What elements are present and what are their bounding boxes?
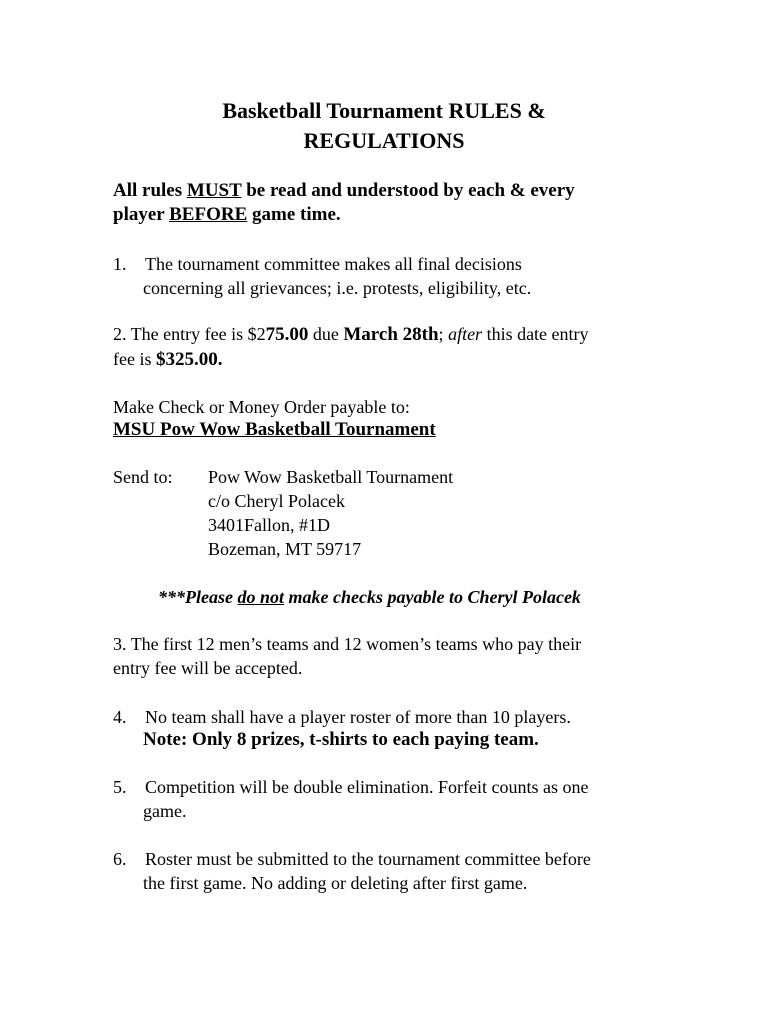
intro-text-1: All rules: [113, 180, 187, 201]
late-fee: $325.00.: [155, 349, 223, 370]
intro-before: BEFORE: [169, 204, 248, 225]
rule-2-text-1: 2. The entry fee is $2: [113, 324, 266, 344]
warning-do-not: do not: [237, 587, 284, 607]
rule-2-text-3: ;: [438, 324, 449, 344]
rule-6-line-2: the first game. No adding or deleting after first game.: [143, 873, 528, 893]
rule-4-line-1: No team shall have a player roster of more than 10 players.: [145, 707, 571, 727]
rule-5-number: 5.: [113, 777, 127, 797]
warning-text-2: make checks payable to Cheryl Polacek: [284, 587, 581, 607]
mailing-address: [208, 465, 453, 561]
intro-must: MUST: [186, 180, 242, 201]
payable-line: Make Check or Money Order payable to:: [113, 397, 410, 417]
document-title: [0, 96, 768, 156]
entry-fee: 75.00: [265, 324, 309, 345]
address-line-2: c/o Cheryl Polacek: [208, 491, 345, 511]
rule-3-number: 3.: [113, 634, 131, 654]
address-line-4: Bozeman, MT 59717: [208, 539, 362, 559]
title-line-2: REGULATIONS: [303, 128, 465, 153]
rule-6-number: 6.: [113, 849, 127, 869]
rule-1-line-1: The tournament committee makes all final decisions: [145, 254, 522, 274]
rule-2: [113, 322, 589, 372]
rule-1-line-2: concerning all grievances; i.e. protests, eligibility, etc.: [143, 278, 532, 298]
intro-text-3: player: [113, 204, 170, 225]
warning-text-1: ***Please: [158, 587, 238, 607]
address-line-3: 3401Fallon, #1D: [208, 515, 331, 535]
rule-4-note: Note: Only 8 prizes, t-shirts to each paying team.: [143, 729, 539, 750]
address-line-1: Pow Wow Basketball Tournament: [208, 467, 454, 487]
rule-6-line-1: Roster must be submitted to the tournament committee before: [145, 849, 591, 869]
due-date: March 28th: [343, 324, 439, 345]
intro-text-2: be read and understood by each & every: [241, 180, 575, 201]
rule-2-after: after: [448, 324, 483, 344]
rule-5-line-1: Competition will be double elimination. Forfeit counts as one: [145, 777, 589, 797]
intro-text-4: game time.: [247, 204, 341, 225]
payable-name: MSU Pow Wow Basketball Tournament: [113, 419, 436, 440]
rule-3-line-2: entry fee will be accepted.: [113, 658, 303, 678]
intro-paragraph: [113, 179, 575, 227]
rule-2-text-5: fee is: [113, 349, 156, 369]
rule-3-line-1: The first 12 men’s teams and 12 women’s teams who pay their: [130, 634, 582, 654]
rule-3: [113, 632, 581, 680]
rule-5-line-2: game.: [143, 801, 187, 821]
rule-4-number: 4.: [113, 707, 127, 727]
rule-2-text-2: due: [308, 324, 344, 344]
title-line-1: Basketball Tournament RULES &: [222, 98, 546, 123]
payable-warning: [158, 585, 581, 609]
rule-2-text-4: this date entry: [482, 324, 589, 344]
rule-1-number: 1.: [113, 254, 127, 274]
send-to-label: Send to:: [113, 467, 173, 487]
